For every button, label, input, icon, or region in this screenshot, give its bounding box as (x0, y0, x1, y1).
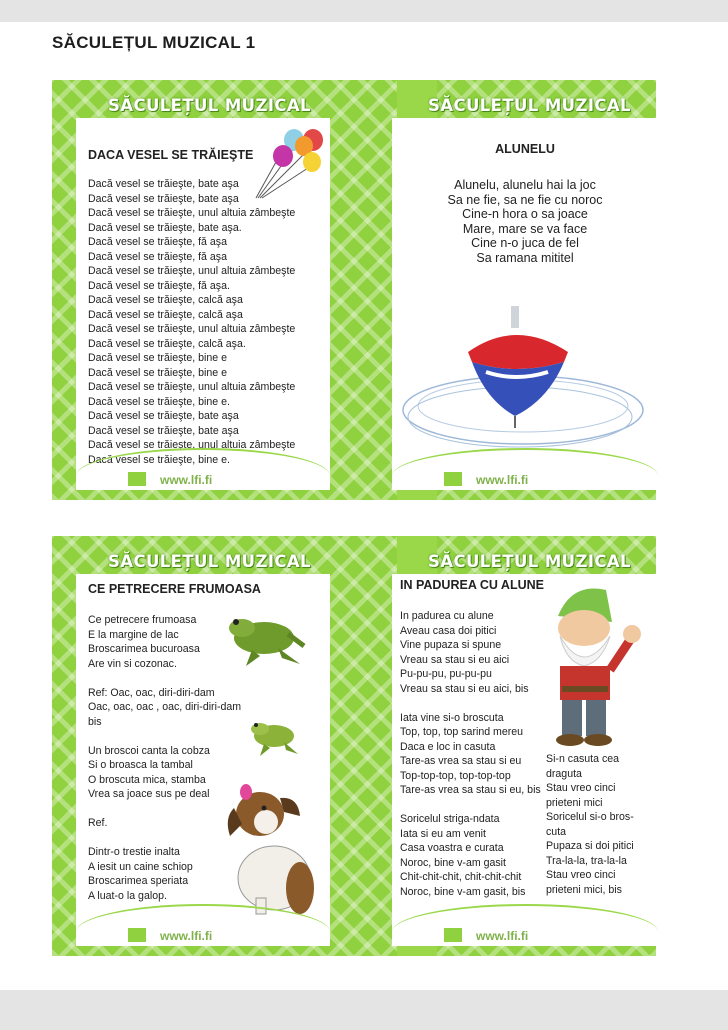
song-title: ALUNELU (495, 142, 555, 156)
song-title: DACA VESEL SE TRĂIEŞTE (88, 148, 254, 162)
lyric-line: Dacă vesel se trăieşte, unul altuia zâmbeşte (88, 439, 296, 451)
footer-url: www.lfi.fi (476, 929, 529, 943)
lyric-line: A luat-o la galop. (88, 889, 167, 902)
card-footer (392, 924, 658, 946)
lyric-line: Dacă vesel se trăieşte, calcă aşa (88, 294, 243, 306)
lyric-line: Dacă vesel se trăieşte, bine e (88, 352, 227, 364)
lyric-line: Tare-as vrea sa stau si eu, bis (400, 784, 541, 796)
lyric-line: Dacă vesel se trăieşte, bate aşa (88, 178, 239, 190)
lyric-line: Si-n casuta cea (546, 753, 620, 765)
lyric-line: Dintr-o trestie inalta (88, 846, 180, 858)
song-lyrics (392, 177, 658, 264)
frog-illustration (222, 608, 308, 670)
gnome-illustration (532, 582, 652, 750)
top-gray-bar (0, 0, 728, 22)
flag-icon (444, 928, 462, 942)
footer-url: www.lfi.fi (160, 929, 213, 943)
footer-url: www.lfi.fi (476, 473, 529, 487)
lyric-line: Dacă vesel se trăieşte, calcă aşa. (88, 337, 246, 350)
lyric-line: Dacă vesel se trăieşte, unul altuia zâmbeşte (88, 381, 296, 393)
song-card-alunelu (392, 118, 658, 490)
page-title: SĂCULEȚUL MUZICAL 1 (52, 33, 256, 52)
song-title: CE PETRECERE FRUMOASA (88, 582, 261, 596)
bottom-sheet (52, 536, 656, 956)
footer-url: www.lfi.fi (160, 473, 213, 487)
lyric-line: Dacă vesel se trăieşte, bate aşa. (88, 221, 242, 234)
lyric-line: Top-top-top, top-top-top (400, 769, 511, 782)
lyric-line: Dacă vesel se trăieşte, unul altuia zâmbeşte (88, 323, 296, 335)
small-frog-illustration (246, 714, 304, 758)
card-heading: SĂCULEȚUL MUZICAL (108, 96, 311, 115)
lyric-line: prieteni mici (546, 796, 603, 809)
lyric-line: Tare-as vrea sa stau si eu (400, 755, 522, 767)
lyric-line: prieteni mici, bis (546, 883, 622, 896)
lyric-line: Dacă vesel se trăieşte, calcă aşa (88, 308, 243, 321)
lyric-line: Soricelul striga-ndata (400, 813, 500, 825)
lyric-line: Dacă vesel se trăieşte, bine e. (88, 453, 230, 466)
top-sheet (52, 80, 656, 500)
card-heading: SĂCULEȚUL MUZICAL (108, 552, 311, 571)
lyric-line: Mare, mare se va face (462, 221, 588, 236)
lyric-line: Daca e loc in casuta (400, 740, 496, 753)
lyric-line: Dacă vesel se trăieşte, unul altuia zâmbeşte (88, 207, 296, 219)
lyric-line: Soricelul si-o bros- (546, 811, 634, 823)
lyric-line: Dacă vesel se trăieşte, fă aşa (88, 236, 227, 248)
lyric-line: Ref. (88, 817, 108, 829)
lyric-line: Dacă vesel se trăieşte, bate aşa (88, 424, 239, 437)
lyric-line: Vrea sa joace sus pe deal (88, 788, 210, 800)
lyric-line: Dacă vesel se trăieşte, bine e. (88, 395, 230, 408)
lyric-line: Dacă vesel se trăieşte, bate aşa (88, 192, 239, 205)
lyric-line: A iesit un caine schiop (88, 860, 193, 873)
lyric-line: Dacă vesel se trăieşte, bate aşa (88, 410, 239, 422)
song-card-ce-petrecere (76, 574, 330, 946)
lyric-line: Alunelu, alunelu hai la joc (454, 178, 596, 192)
lyric-line: Vreau sa stau si eu aici (400, 653, 510, 666)
flag-icon (444, 472, 462, 486)
lyric-line: Vreau sa stau si eu aici, bis (400, 682, 529, 695)
lyric-line: Noroc, bine v-am gasit (400, 856, 506, 869)
song-lyrics (400, 609, 541, 899)
lyric-line: Stau vreo cinci (546, 869, 616, 881)
song-card-in-padurea (392, 574, 658, 946)
lyric-line: Are vin si cozonac. (88, 657, 177, 670)
lyric-line: Casa voastra e curata (400, 842, 504, 854)
lyric-line (88, 729, 241, 744)
lyric-line: Broscarimea speriata (88, 875, 189, 887)
lyric-line (400, 798, 541, 813)
lyric-line: Iata vine si-o broscuta (400, 711, 504, 724)
card-footer (392, 468, 658, 490)
song-lyrics-side (546, 752, 634, 897)
lyric-line: O broscuta mica, stamba (88, 773, 206, 786)
lyric-line: Noroc, bine v-am gasit, bis (400, 885, 526, 898)
lyric-line: Iata si eu am venit (400, 827, 486, 840)
card-footer (76, 924, 330, 946)
lyric-line: Sa ramana mititel (476, 250, 574, 265)
lyric-line: Broscarimea bucuroasa (88, 643, 200, 655)
lyric-line: Ce petrecere frumoasa (88, 614, 197, 626)
card-footer (76, 468, 330, 490)
lyric-line: Dacă vesel se trăieşte, bine e (88, 366, 227, 379)
lyric-line: Cine-n hora o sa joace (462, 207, 588, 221)
lyric-line: Chit-chit-chit, chit-chit-chit (400, 871, 522, 883)
card-heading: SĂCULEȚUL MUZICAL (428, 552, 631, 571)
song-title: IN PADUREA CU ALUNE (400, 578, 544, 592)
lyric-line: Si o broasca la tambal (88, 759, 193, 771)
lyric-line: Pupaza si doi pitici (546, 840, 634, 852)
dog-illustration (216, 778, 326, 918)
lyric-line: E la margine de lac (88, 628, 179, 641)
lyric-line: Dacă vesel se trăieşte, unul altuia zâmbeşte (88, 265, 296, 277)
lyric-line: Aveau casa doi pitici (400, 624, 497, 637)
song-card-daca-vesel (76, 118, 330, 490)
lyric-line: Cine n-o juca de fel (471, 236, 579, 250)
flag-icon (128, 928, 146, 942)
spinning-top-illustration (398, 300, 648, 460)
lyric-line: Vine pupaza si spune (400, 639, 502, 651)
song-lyrics (88, 177, 295, 467)
lyric-line: Pu-pu-pu, pu-pu-pu (400, 668, 492, 680)
balloons-illustration (236, 126, 326, 200)
lyric-line: Tra-la-la, tra-la-la (546, 854, 627, 867)
lyric-line: bis (88, 715, 102, 728)
lyric-line (88, 671, 241, 686)
bottom-gray-bar (0, 990, 728, 1030)
lyric-line: Top, top, top sarind mereu (400, 726, 524, 738)
lyric-line: Dacă vesel se trăieşte, fă aşa. (88, 279, 230, 292)
lyric-line: Stau vreo cinci (546, 782, 616, 794)
flag-icon (128, 472, 146, 486)
lyric-line: cuta (546, 825, 567, 838)
lyric-line: draguta (546, 767, 582, 780)
lyric-line: Ref: Oac, oac, diri-diri-dam (88, 686, 215, 699)
lyric-line: Un broscoi canta la cobza (88, 744, 210, 757)
lyric-line: Oac, oac, oac , oac, diri-diri-dam (88, 701, 242, 713)
card-heading: SĂCULEȚUL MUZICAL (428, 96, 631, 115)
lyric-line: Sa ne fie, sa ne fie cu noroc (447, 192, 603, 207)
lyric-line: In padurea cu alune (400, 610, 494, 622)
lyric-line: Dacă vesel se trăieşte, fă aşa (88, 250, 227, 263)
lyric-line (400, 696, 541, 711)
